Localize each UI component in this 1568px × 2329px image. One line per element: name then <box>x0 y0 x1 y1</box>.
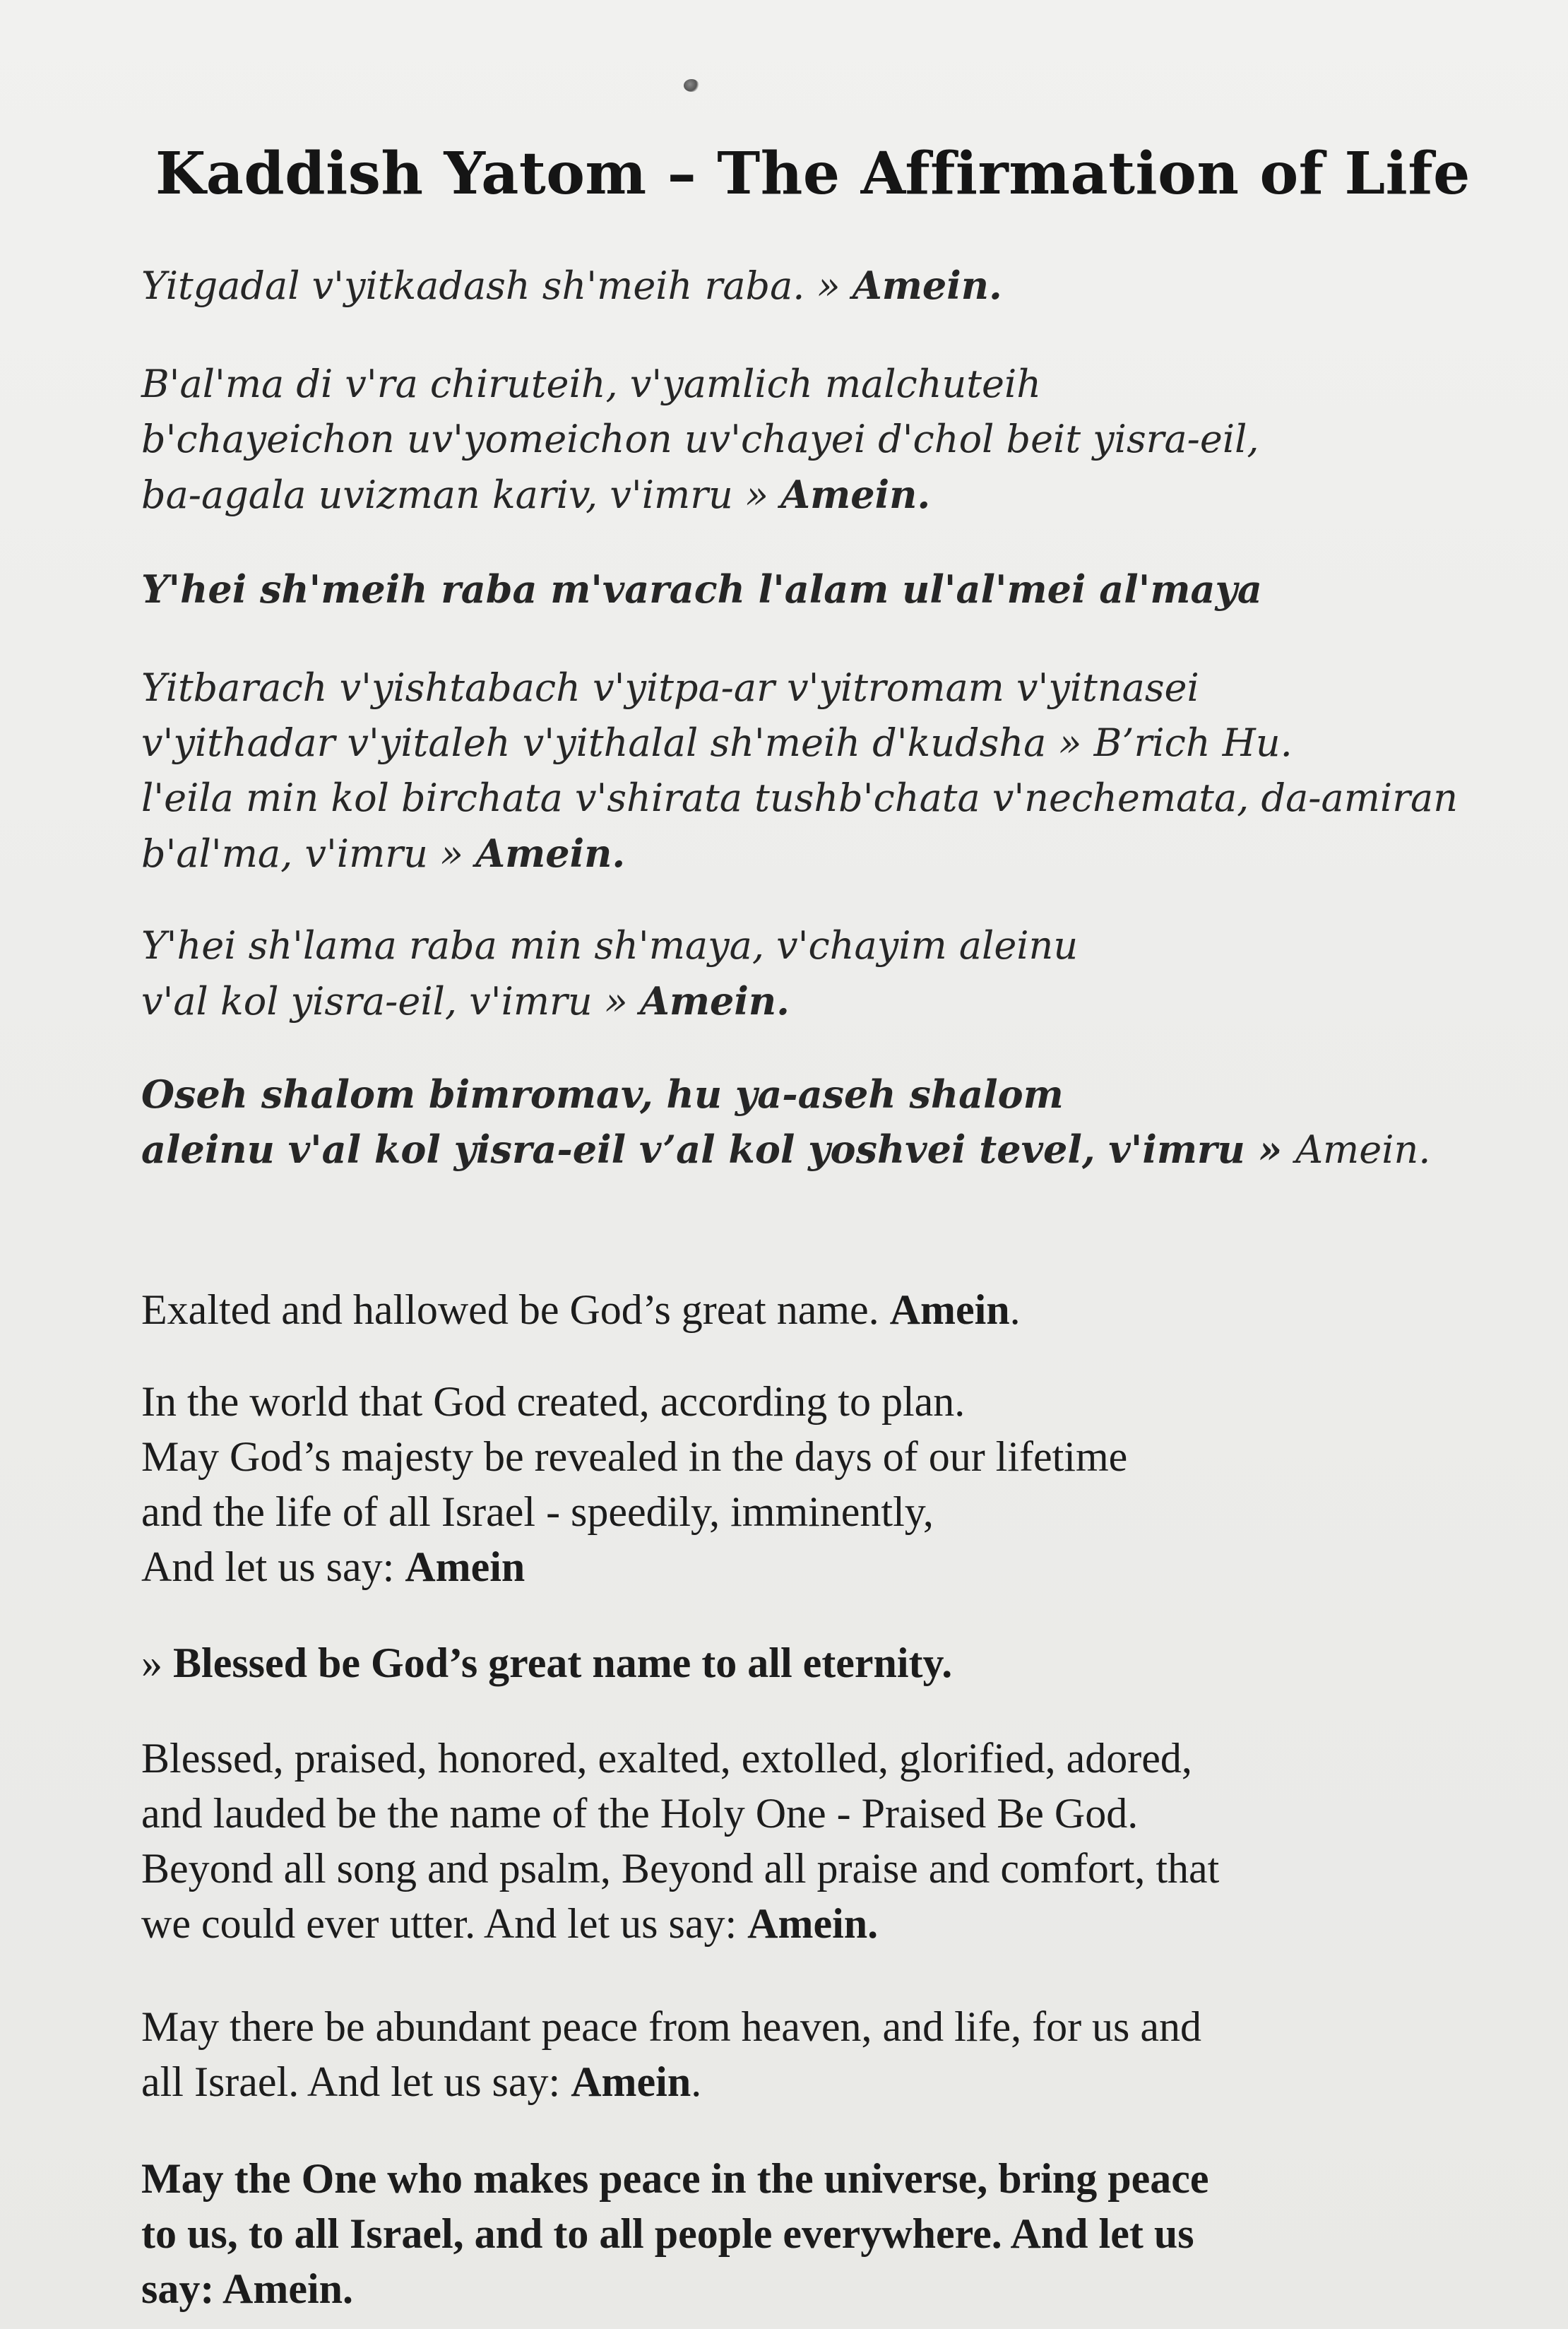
english-text: . <box>691 2058 702 2105</box>
amein-response: Amein <box>405 1543 525 1590</box>
english-paragraph-6 <box>141 2151 1483 2316</box>
response-marker: » <box>141 1640 173 1686</box>
english-line <box>141 2054 1483 2109</box>
amein-response: Amein. <box>1295 1127 1431 1172</box>
pin-hole <box>684 79 699 92</box>
page-title: Kaddish Yatom – The Affirmation of Life <box>155 140 1471 208</box>
amein-response: Amein. <box>852 263 1002 308</box>
english-text: all Israel. And let us say: <box>141 2058 571 2105</box>
translit-paragraph-2 <box>141 357 1483 523</box>
english-text: we could ever utter. And let us say: <box>141 1900 748 1947</box>
translit-text: aleinu v'al kol yisra-eil v’al kol yoshvei tevel, v'imru » <box>141 1127 1296 1172</box>
translit-text: Yitgadal v'yitkadash sh'meih raba. » <box>141 263 853 308</box>
translit-paragraph-4 <box>141 660 1483 882</box>
translit-line <box>141 973 1483 1029</box>
english-line <box>141 1539 1483 1594</box>
english-paragraph-1 <box>141 1282 1483 1337</box>
translit-line: B'al'ma di v'ra chiruteih, v'yamlich malchuteih <box>141 362 1042 406</box>
translit-text: ba-agala uvizman kariv, v'imru » <box>141 473 781 517</box>
amein-response: Amein <box>889 1286 1010 1333</box>
translit-line: Y'hei sh'lama raba min sh'maya, v'chayim aleinu <box>141 923 1079 968</box>
amein-response: Amein. <box>475 831 626 876</box>
amein-response: Amein <box>571 2058 691 2105</box>
translit-line: l'eila min kol birchata v'shirata tushb'chata v'nechemata, da-amiran <box>141 776 1458 820</box>
translit-line <box>141 467 1483 523</box>
translit-line: Y'hei sh'meih raba m'varach l'alam ul'al'mei al'maya <box>141 567 1262 612</box>
english-paragraph-3 <box>141 1635 1483 1690</box>
english-line <box>141 1635 1483 1690</box>
english-text: Exalted and hallowed be God’s great name. <box>141 1286 890 1333</box>
english-line: May there be abundant peace from heaven, and life, for us and <box>141 2003 1202 2050</box>
english-line: Blessed, praised, honored, exalted, extolled, glorified, adored, <box>141 1735 1192 1782</box>
english-line: say: Amein. <box>141 2265 353 2312</box>
english-line: and lauded be the name of the Holy One - Praised Be God. <box>141 1790 1139 1837</box>
english-line <box>141 1896 1483 1951</box>
amein-response: Amein. <box>640 978 790 1024</box>
english-text: . <box>1009 1286 1021 1333</box>
amein-response: Amein. <box>747 1900 879 1947</box>
english-line: and the life of all Israel - speedily, imminently, <box>141 1488 934 1535</box>
english-paragraph-4 <box>141 1731 1483 1951</box>
english-paragraph-5 <box>141 1999 1483 2109</box>
english-line: May the One who makes peace in the universe, bring peace <box>141 2155 1209 2202</box>
translit-line: Oseh shalom bimromav, hu ya-aseh shalom <box>141 1072 1064 1117</box>
english-text: Blessed be God’s great name to all eternity. <box>173 1640 953 1686</box>
english-text: And let us say: <box>141 1543 405 1590</box>
translit-line <box>141 1122 1483 1178</box>
translit-paragraph-6 <box>141 1067 1483 1178</box>
english-line: to us, to all Israel, and to all people everywhere. And let us <box>141 2210 1194 2257</box>
english-line: Beyond all song and psalm, Beyond all praise and comfort, that <box>141 1845 1220 1892</box>
english-line: In the world that God created, according to plan. <box>141 1378 966 1425</box>
amein-response: Amein. <box>780 472 931 517</box>
translit-line <box>141 258 1483 314</box>
translit-line: Yitbarach v'yishtabach v'yitpa-ar v'yitromam v'yitnasei <box>141 665 1199 710</box>
translit-paragraph-3 <box>141 562 1483 617</box>
translit-text: b'al'ma, v'imru » <box>141 831 476 876</box>
english-line <box>141 1282 1483 1337</box>
english-paragraph-2 <box>141 1374 1483 1594</box>
translit-line: b'chayeichon uv'yomeichon uv'chayei d'chol beit yisra-eil, <box>141 417 1259 461</box>
translit-line <box>141 826 1483 882</box>
translit-paragraph-1 <box>141 258 1483 314</box>
english-line: May God’s majesty be revealed in the days of our lifetime <box>141 1433 1128 1480</box>
translit-paragraph-5 <box>141 918 1483 1029</box>
translit-text: v'al kol yisra-eil, v'imru » <box>141 979 641 1024</box>
translit-line: v'yithadar v'yitaleh v'yithalal sh'meih d'kudsha » B’rich Hu. <box>141 721 1293 765</box>
